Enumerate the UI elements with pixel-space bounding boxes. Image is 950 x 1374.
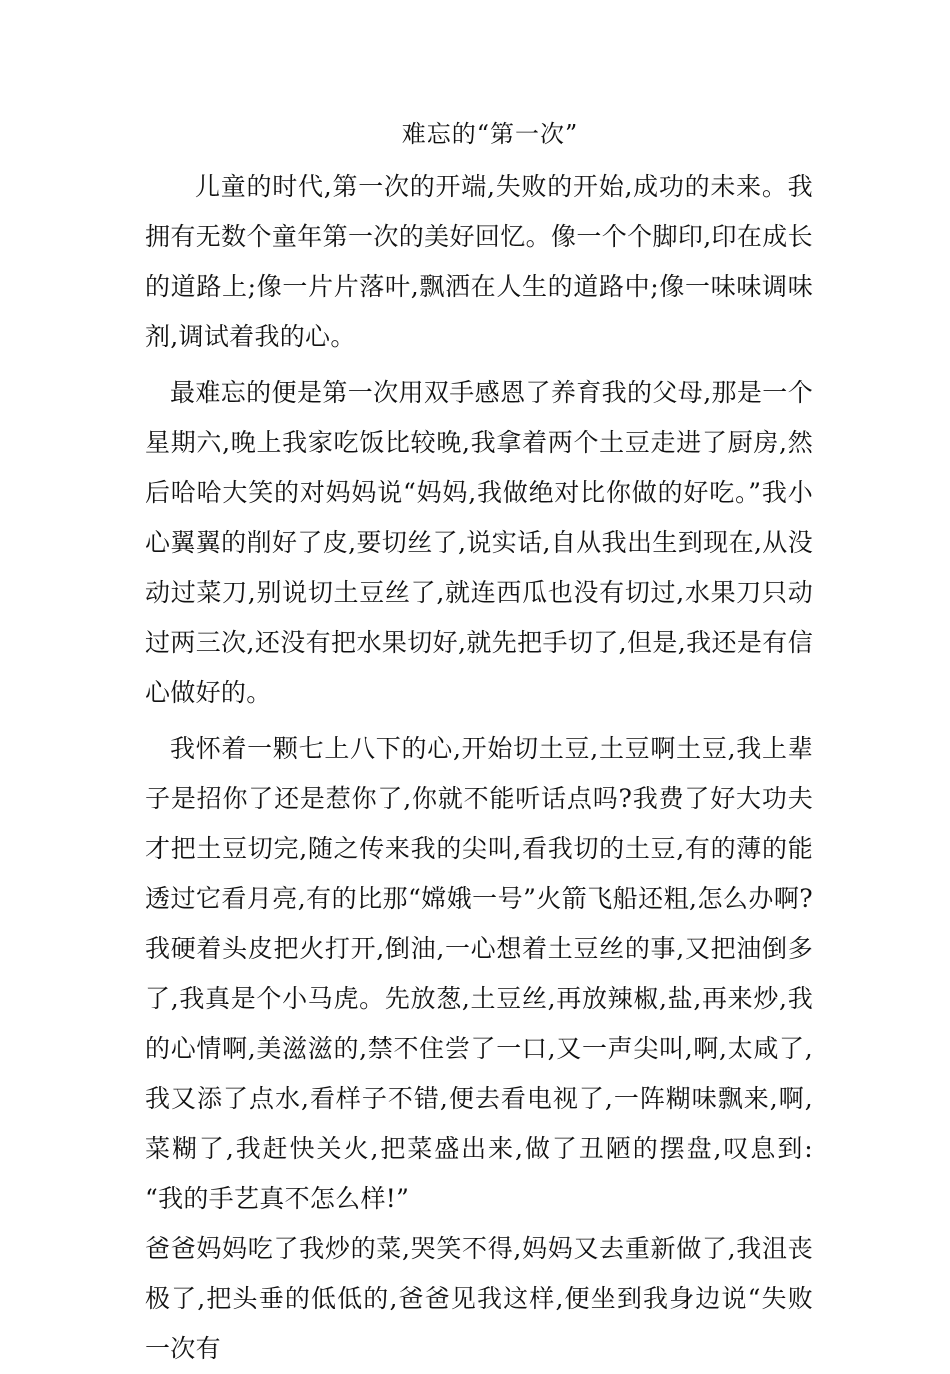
- paragraph-2: 最难忘的便是第一次用双手感恩了养育我的父母,那是一个星期六,晚上我家吃饭比较晚,我拿着两个土豆走进了厨房,然后哈哈大笑的对妈妈说“妈妈,我做绝对比你做的好吃。”我小心翼翼的削好了皮,要切丝了,说实话,自从我出生到现在,从没动过菜刀,别说切土豆丝了,就连西瓜也没有切过,水果刀只动过两三次,还没有把水果切好,就先把手切了,但是,我还是有信心做好的。: [145, 378, 813, 707]
- paragraph-4: 爸爸妈妈吃了我炒的菜,哭笑不得,妈妈又去重新做了,我沮丧极了,把头垂的低低的,爸爸见我这样,便坐到我身边说“失败一次有: [145, 1234, 813, 1363]
- document-body: [145, 162, 813, 1374]
- document-title: 难忘的“第一次”: [401, 120, 579, 148]
- paragraph-3: 我怀着一颗七上八下的心,开始切土豆,土豆啊土豆,我上辈子是招你了还是惹你了,你就不能听话点吗?我费了好大功夫才把土豆切完,随之传来我的尖叫,看我切的土豆,有的薄的能透过它看月亮,有的比那“嫦娥一号”火箭飞船还粗,怎么办啊?我硬着头皮把火打开,倒油,一心想着土豆丝的事,又把油倒多了,我真是个小马虎。先放葱,土豆丝,再放辣椒,盐,再来炒,我的心情啊,美滋滋的,禁不住尝了一口,又一声尖叫,啊,太咸了,我又添了点水,看样子不错,便去看电视了,一阵糊味飘来,啊,菜糊了,我赶快关火,把菜盛出来,做了丑陋的摆盘,叹息到: “我的手艺真不怎么样!”: [145, 734, 813, 1213]
- paragraph-1: 儿童的时代,第一次的开端,失败的开始,成功的未来。我拥有无数个童年第一次的美好回忆。像一个个脚印,印在成长的道路上;像一片片落叶,飘洒在人生的道路中;像一味味调味剂,调试着我的心。: [145, 172, 813, 351]
